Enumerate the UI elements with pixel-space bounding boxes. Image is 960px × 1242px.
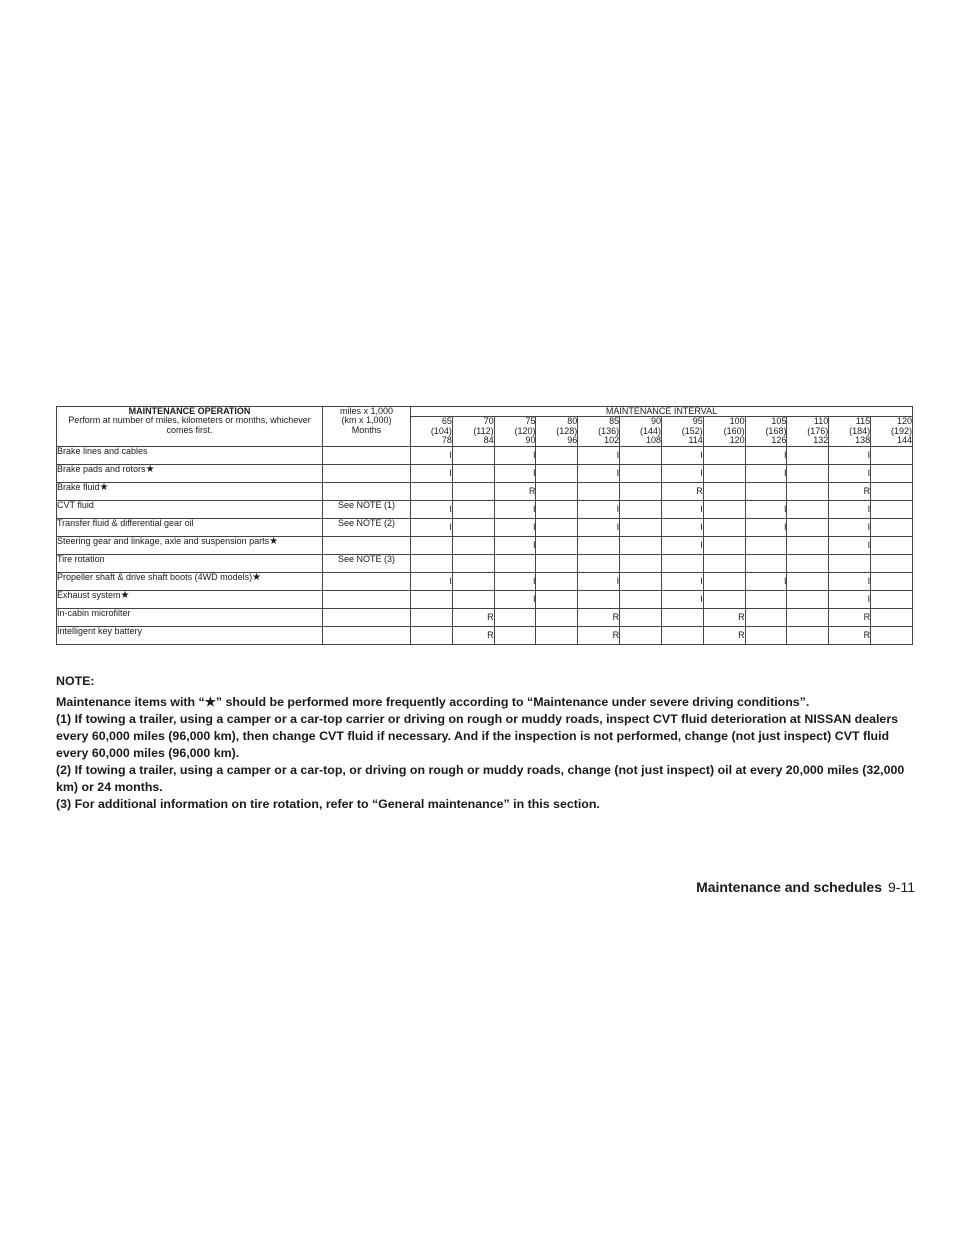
interval-cell [745,518,787,536]
interval-mark: I [449,449,452,460]
interval-mark: I [532,503,536,514]
interval-cell [661,464,703,482]
interval-cell [578,500,620,518]
note-reference-cell [323,482,411,500]
interval-miles: 100 [729,416,745,427]
interval-cell [620,518,662,536]
interval-column-header [745,417,787,446]
interval-mark: I [700,467,703,478]
interval-km: (128) [556,425,578,436]
operation-title: MAINTENANCE OPERATION [128,406,251,416]
interval-miles: 115 [855,416,871,427]
interval-cell [452,590,494,608]
table-row [57,482,913,500]
interval-cell [661,626,703,644]
star-icon: ★ [145,463,155,475]
interval-cell [452,572,494,590]
interval-column-header [452,417,494,446]
interval-cell [829,554,871,572]
operation-name-cell [57,590,323,608]
interval-column-header [661,417,703,446]
interval-months: 84 [483,435,494,446]
interval-cell [452,500,494,518]
interval-cell [829,464,871,482]
interval-cell [871,536,913,554]
interval-miles: 105 [771,416,787,427]
operation-name-cell [57,572,323,590]
interval-cell [536,572,578,590]
interval-mark: I [449,521,452,532]
interval-months: 96 [567,435,578,446]
table-row [57,464,913,482]
schedule-body [57,446,913,644]
interval-column-header [871,417,913,446]
interval-mark: I [532,575,536,586]
footer-section-title: Maintenance and schedules [696,879,883,895]
interval-cell [871,500,913,518]
operation-name: Transfer fluid & differential gear oil [57,517,194,528]
interval-mark: I [449,575,452,586]
interval-cell [703,590,745,608]
note-reference-cell [323,536,411,554]
interval-mark: I [783,575,787,586]
interval-cell [536,554,578,572]
interval-km: (112) [473,425,494,436]
interval-cell [745,464,787,482]
interval-cell [661,608,703,626]
interval-cell [620,608,662,626]
interval-months: 90 [525,435,536,446]
operation-name-cell [57,518,323,536]
interval-column-header [536,417,578,446]
operation-name-cell [57,536,323,554]
interval-mark: I [867,503,871,514]
interval-cell [452,482,494,500]
interval-cell [661,518,703,536]
interval-cell [411,482,453,500]
operation-name: CVT fluid [57,499,94,510]
interval-cell [411,590,453,608]
interval-mark: R [738,629,745,640]
interval-mark: R [738,611,745,622]
interval-km: (152) [681,425,703,436]
interval-cell [620,626,662,644]
interval-cell [745,608,787,626]
interval-cell [871,554,913,572]
interval-cell [536,446,578,464]
interval-cell [620,536,662,554]
interval-months: 108 [645,435,661,446]
interval-km: (176) [807,425,829,436]
interval-cell [494,608,536,626]
interval-miles: 70 [483,416,494,427]
interval-cell [745,536,787,554]
interval-cell [829,626,871,644]
interval-cell [411,572,453,590]
interval-cell [787,554,829,572]
operation-name: Tire rotation [57,553,105,564]
interval-cell [452,464,494,482]
interval-miles: 90 [650,416,661,427]
interval-cell [703,626,745,644]
interval-mark: I [616,503,620,514]
interval-mark: I [532,521,536,532]
interval-cell [871,482,913,500]
interval-cell [536,482,578,500]
interval-cell [578,590,620,608]
interval-cell [703,500,745,518]
operation-name-cell [57,554,323,572]
interval-cell [578,572,620,590]
interval-cell [787,464,829,482]
interval-months: 132 [813,435,829,446]
interval-cell [787,590,829,608]
interval-mark: I [616,575,620,586]
interval-header: MAINTENANCE INTERVAL [411,407,913,417]
interval-cell [578,446,620,464]
interval-cell [661,446,703,464]
operation-description: Perform at number of miles, kilometers or months, whichever comes first. [68,415,311,435]
note-line: (3) For additional information on tire rotation, refer to “General maintenance” in this section. [56,797,600,811]
interval-cell [620,572,662,590]
interval-cell [787,608,829,626]
interval-cell [871,572,913,590]
interval-cell [494,590,536,608]
interval-cell [536,626,578,644]
interval-mark: I [616,521,620,532]
table-row [57,590,913,608]
interval-cell [494,554,536,572]
interval-cell [703,536,745,554]
interval-months: 102 [604,435,620,446]
interval-cell [536,536,578,554]
interval-mark: I [867,449,871,460]
interval-cell [745,590,787,608]
interval-cell [745,572,787,590]
interval-cell [787,626,829,644]
interval-cell [829,590,871,608]
interval-mark: I [783,521,787,532]
interval-mark: I [867,467,871,478]
operation-name: Brake pads and rotors [57,463,146,474]
interval-mark: I [700,449,703,460]
unit-miles-label: miles x 1,000 [339,406,394,416]
operation-name-cell [57,626,323,644]
interval-cell [661,482,703,500]
interval-months: 144 [896,435,912,446]
interval-months: 120 [729,435,745,446]
interval-cell [703,608,745,626]
interval-months: 114 [688,435,703,446]
interval-cell [494,518,536,536]
interval-cell [661,554,703,572]
interval-mark: R [487,611,494,622]
interval-mark: I [700,521,703,532]
operation-name-cell [57,608,323,626]
interval-cell [494,482,536,500]
table-row [57,518,913,536]
interval-mark: R [863,485,871,496]
interval-mark: I [449,467,452,478]
interval-cell [829,536,871,554]
interval-km: (184) [849,425,871,436]
interval-cell [703,464,745,482]
interval-mark: I [700,539,703,550]
interval-cell [745,500,787,518]
table-row [57,500,913,518]
interval-cell [787,572,829,590]
interval-mark: R [612,629,620,640]
interval-mark: R [863,611,871,622]
interval-km: (168) [765,425,787,436]
note-reference-cell [323,608,411,626]
interval-miles: 85 [609,416,620,427]
interval-months: 126 [771,435,787,446]
interval-miles: 110 [813,416,829,427]
table-row [57,446,913,464]
star-icon: ★ [252,571,262,583]
interval-cell [411,446,453,464]
operation-header [57,407,323,447]
operation-name-cell [57,446,323,464]
table-row [57,608,913,626]
interval-cell [452,626,494,644]
operation-name-cell [57,482,323,500]
interval-cell [829,446,871,464]
page-footer [696,879,915,895]
interval-cell [578,464,620,482]
interval-cell [494,500,536,518]
interval-cell [661,536,703,554]
interval-cell [745,482,787,500]
operation-name: Intelligent key battery [57,625,143,636]
interval-cell [703,482,745,500]
interval-miles: 65 [441,416,452,427]
interval-cell [494,446,536,464]
interval-mark: R [528,485,536,496]
interval-cell [787,446,829,464]
interval-column-header [829,417,871,446]
table-row [57,626,913,644]
interval-mark: I [700,593,703,604]
interval-miles: 120 [896,416,912,427]
interval-cell [578,626,620,644]
interval-mark: R [487,629,494,640]
interval-mark: I [867,539,871,550]
operation-name-cell [57,500,323,518]
interval-mark: R [612,611,620,622]
maintenance-schedule-table [56,406,913,645]
interval-cell [661,500,703,518]
note-line: Maintenance items with “★” should be performed more frequently according to “Maintenance under severe driving conditions”. [56,695,810,709]
interval-km: (104) [430,425,452,436]
interval-cell [871,464,913,482]
note-reference-cell [323,590,411,608]
interval-mark: I [616,449,620,460]
interval-mark: I [783,467,787,478]
interval-cell [787,482,829,500]
interval-mark: I [700,575,703,586]
operation-name: Propeller shaft & drive shaft boots (4WD models) [57,571,253,582]
interval-cell [494,626,536,644]
interval-cell [494,572,536,590]
interval-cell [411,500,453,518]
note-reference-cell [323,572,411,590]
interval-column-header [703,417,745,446]
notes-title: NOTE: [56,674,95,688]
interval-cell [871,518,913,536]
interval-cell [787,536,829,554]
interval-cell [829,518,871,536]
interval-mark: I [783,449,787,460]
table-row [57,536,913,554]
interval-column-header [787,417,829,446]
interval-cell [620,482,662,500]
interval-miles: 80 [567,416,578,427]
interval-mark: I [532,449,536,460]
interval-cell [745,446,787,464]
interval-months: 78 [441,435,452,446]
table-row [57,572,913,590]
interval-km: (160) [723,425,745,436]
interval-cell [829,608,871,626]
interval-mark: I [783,503,787,514]
interval-mark: I [867,593,871,604]
note-reference-cell [323,464,411,482]
note-line: (1) If towing a trailer, using a camper or a car-top carrier or driving on rough or muddy roads, inspect CVT fluid deterioration at NISSAN dealers every 60,000 miles (96,000 km), then change CVT fluid if necessary. And if the inspection is not performed, change (not just inspect) CVT fluid every 60,000 miles (96,000 km). [56,712,899,760]
note-line: (2) If towing a trailer, using a camper or a car-top, or driving on rough or muddy roads, change (not just inspect) oil at every 20,000 miles (32,000 km) or 24 months. [56,763,905,794]
interval-cell [536,608,578,626]
interval-cell [411,626,453,644]
interval-cell [703,446,745,464]
interval-mark: I [449,503,452,514]
interval-column-header [411,417,453,446]
star-icon: ★ [120,589,130,601]
interval-km: (192) [890,425,912,436]
note-reference-cell [323,446,411,464]
interval-cell [871,608,913,626]
interval-cell [578,518,620,536]
interval-km: (136) [598,425,620,436]
interval-cell [411,536,453,554]
interval-cell [620,464,662,482]
interval-km: (144) [639,425,661,436]
interval-mark: I [532,467,536,478]
interval-column-header [494,417,536,446]
interval-cell [745,626,787,644]
interval-cell [411,464,453,482]
operation-name-cell [57,464,323,482]
interval-mark: R [863,629,871,640]
notes-section [56,673,916,813]
unit-km-label: (km x 1,000) [341,415,392,426]
interval-mark: I [532,593,536,604]
page-number: 9-11 [888,879,915,895]
interval-cell [578,536,620,554]
interval-cell [536,518,578,536]
note-reference-cell [323,626,411,644]
interval-column-header [578,417,620,446]
interval-cell [745,554,787,572]
table-row [57,554,913,572]
interval-cell [452,608,494,626]
operation-name: Brake fluid [57,481,100,492]
interval-mark: I [532,539,536,550]
interval-mark: I [867,521,871,532]
interval-cell [703,572,745,590]
interval-cell [578,608,620,626]
interval-cell [411,518,453,536]
interval-cell [411,608,453,626]
interval-miles: 95 [692,416,703,427]
interval-mark: R [696,485,703,496]
interval-cell [494,464,536,482]
interval-cell [871,446,913,464]
unit-header [323,407,411,447]
interval-cell [829,500,871,518]
note-reference-cell: See NOTE (2) [323,518,411,536]
interval-cell [452,554,494,572]
interval-cell [703,554,745,572]
operation-name: In-cabin microfilter [57,607,131,618]
note-reference-cell: See NOTE (3) [323,554,411,572]
note-reference-cell: See NOTE (1) [323,500,411,518]
interval-cell [620,500,662,518]
interval-cell [703,518,745,536]
interval-cell [536,464,578,482]
interval-miles: 75 [525,416,536,427]
interval-mark: I [700,503,703,514]
interval-cell [871,626,913,644]
interval-mark: I [616,467,620,478]
interval-cell [871,590,913,608]
interval-cell [661,590,703,608]
interval-cell [829,572,871,590]
interval-cell [578,554,620,572]
operation-name: Steering gear and linkage, axle and suspension parts [57,535,270,546]
interval-cell [578,482,620,500]
interval-cell [620,446,662,464]
interval-cell [452,518,494,536]
operation-name: Brake lines and cables [57,445,148,456]
interval-cell [829,482,871,500]
interval-cell [787,500,829,518]
interval-cell [452,536,494,554]
operation-name: Exhaust system [57,589,121,600]
interval-column-header [620,417,662,446]
interval-cell [494,536,536,554]
interval-cell [411,554,453,572]
star-icon: ★ [269,535,279,547]
interval-cell [787,518,829,536]
interval-cell [536,590,578,608]
interval-mark: I [867,575,871,586]
interval-cell [661,572,703,590]
interval-cell [620,554,662,572]
star-icon: ★ [99,481,109,493]
interval-cell [620,590,662,608]
interval-km: (120) [514,425,536,436]
interval-months: 138 [855,435,871,446]
interval-cell [536,500,578,518]
unit-months-label: Months [351,424,382,435]
interval-cell [452,446,494,464]
